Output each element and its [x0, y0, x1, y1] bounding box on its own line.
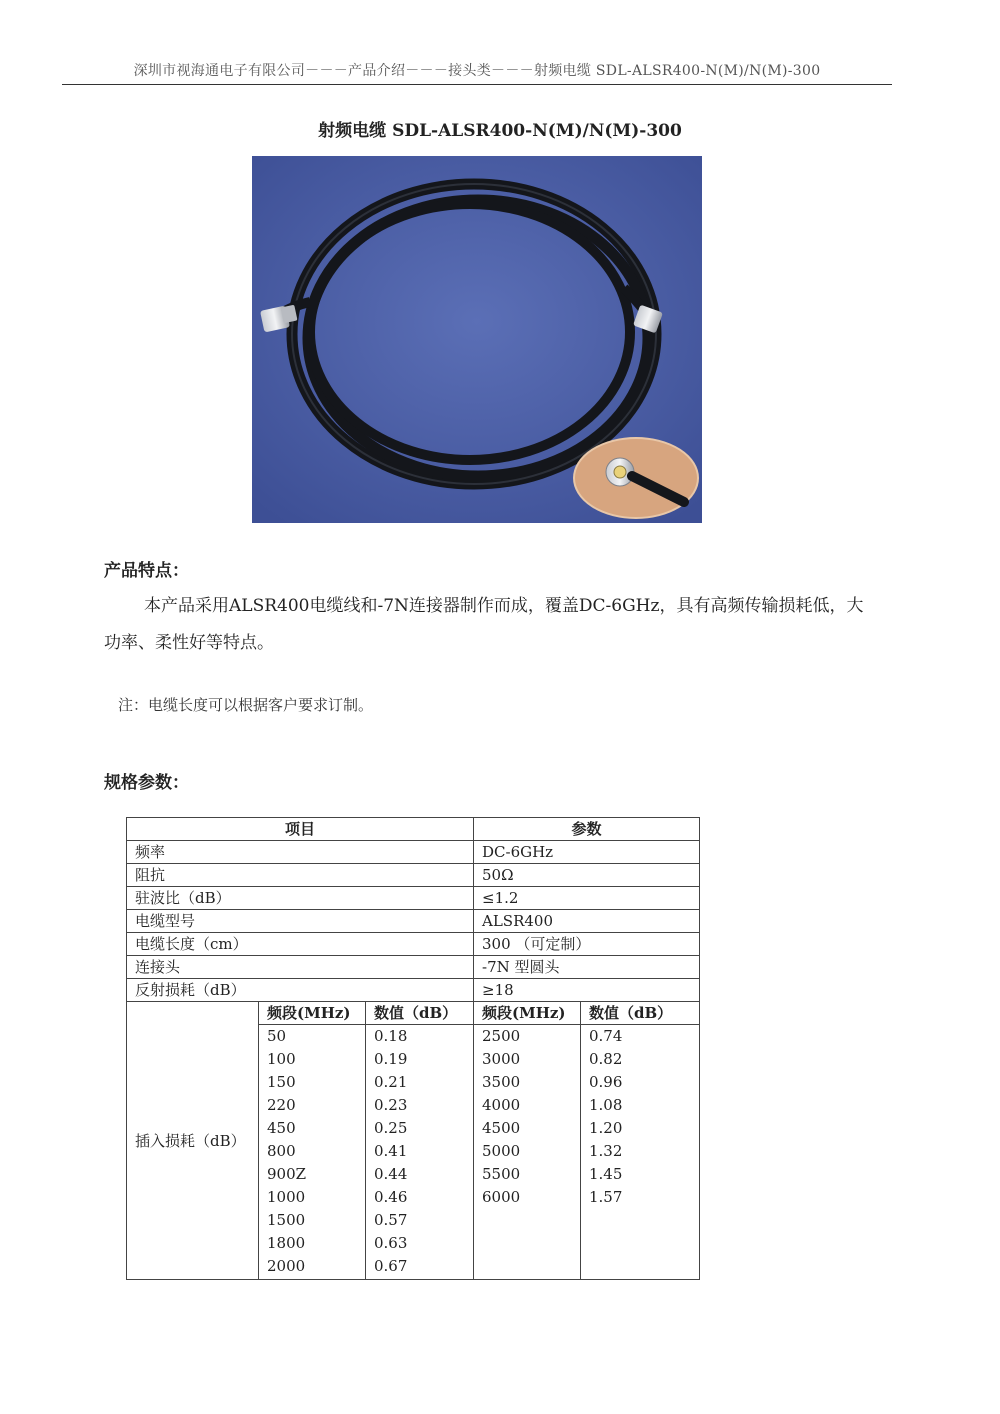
header-rule: [62, 84, 892, 85]
freq-header-right: 频段(MHz): [474, 1002, 581, 1025]
col-param-header: 参数: [474, 818, 700, 841]
list-item: 0.18: [374, 1027, 408, 1045]
spec-table: [126, 817, 700, 1280]
list-item: 0.63: [374, 1234, 408, 1252]
list-item: 0.41: [374, 1142, 408, 1160]
list-item: 1.45: [589, 1165, 623, 1183]
list-item: 1.57: [589, 1188, 623, 1206]
running-header: 深圳市视海通电子有限公司－－－产品介绍－－－接头类－－－射频电缆 SDL-ALSR400-N(M)/N(M)-300: [133, 63, 821, 79]
list-item: 3500: [482, 1073, 521, 1091]
list-item: 1000: [267, 1188, 306, 1206]
freq-header-left: 频段(MHz): [259, 1002, 366, 1025]
row-value: DC-6GHz: [474, 841, 700, 864]
table-row: [127, 864, 700, 887]
row-label: 驻波比（dB）: [127, 887, 474, 910]
insertion-loss-label: 插入损耗（dB）: [127, 1002, 259, 1280]
row-label: 阻抗: [127, 864, 474, 887]
list-item: 0.21: [374, 1073, 408, 1091]
list-item: 800: [267, 1142, 296, 1160]
col-item-header: 项目: [127, 818, 474, 841]
row-value: -7N 型圆头: [474, 956, 700, 979]
table-header-row: [127, 818, 700, 841]
table-row: [127, 841, 700, 864]
list-item: 50: [267, 1027, 287, 1045]
features-paragraph: 本产品采用ALSR400电缆线和-7N连接器制作而成，覆盖DC-6GHz，具有高频传输损耗低，大功率、柔性好等特点。: [104, 596, 864, 653]
list-item: 0.19: [374, 1050, 408, 1068]
list-item: 0.96: [589, 1073, 623, 1091]
document-title: 射频电缆 SDL-ALSR400-N(M)/N(M)-300: [318, 121, 682, 141]
list-item: 4500: [482, 1119, 521, 1137]
table-row: [127, 979, 700, 1002]
row-label: 电缆型号: [127, 910, 474, 933]
row-label: 频率: [127, 841, 474, 864]
connector-inset: [574, 438, 698, 518]
list-item: 5500: [482, 1165, 521, 1183]
list-item: 450: [267, 1119, 296, 1137]
list-item: 0.57: [374, 1211, 408, 1229]
row-value: 300 （可定制）: [474, 933, 700, 956]
row-value: ≤1.2: [474, 887, 700, 910]
row-value: ≥18: [474, 979, 700, 1002]
right-freq-list: [474, 1025, 581, 1280]
list-item: 3000: [482, 1050, 521, 1068]
right-value-list: [581, 1025, 700, 1280]
list-item: 900Z: [267, 1165, 307, 1183]
list-item: 1800: [267, 1234, 306, 1252]
value-header-left: 数值（dB）: [366, 1002, 474, 1025]
row-label: 连接头: [127, 956, 474, 979]
length-note: 注：电缆长度可以根据客户要求订制。: [118, 696, 374, 714]
list-item: 0.67: [374, 1257, 408, 1275]
list-item: 0.23: [374, 1096, 408, 1114]
list-item: 1500: [267, 1211, 306, 1229]
product-photo: [252, 156, 702, 523]
list-item: 1.20: [589, 1119, 623, 1137]
list-item: 0.46: [374, 1188, 408, 1206]
list-item: 100: [267, 1050, 296, 1068]
left-freq-list: [259, 1025, 366, 1280]
table-row: [127, 887, 700, 910]
table-row: [127, 910, 700, 933]
list-item: 2000: [267, 1257, 306, 1275]
row-value: 50Ω: [474, 864, 700, 887]
list-item: 150: [267, 1073, 296, 1091]
list-item: 1.32: [589, 1142, 623, 1160]
list-item: 5000: [482, 1142, 521, 1160]
list-item: 0.82: [589, 1050, 623, 1068]
list-item: 4000: [482, 1096, 521, 1114]
row-label: 电缆长度（cm）: [127, 933, 474, 956]
list-item: 0.74: [589, 1027, 623, 1045]
table-row: [127, 956, 700, 979]
list-item: 6000: [482, 1188, 521, 1206]
list-item: 1.08: [589, 1096, 623, 1114]
table-row: [127, 933, 700, 956]
row-label: 反射损耗（dB）: [127, 979, 474, 1002]
insertion-loss-subheader-row: [127, 1002, 700, 1025]
left-value-list: [366, 1025, 474, 1280]
row-value: ALSR400: [474, 910, 700, 933]
list-item: 0.25: [374, 1119, 408, 1137]
list-item: 2500: [482, 1027, 521, 1045]
features-heading: 产品特点：: [104, 561, 189, 581]
list-item: 220: [267, 1096, 296, 1114]
value-header-right: 数值（dB）: [581, 1002, 700, 1025]
list-item: 0.44: [374, 1165, 408, 1183]
spec-heading: 规格参数：: [104, 773, 189, 793]
